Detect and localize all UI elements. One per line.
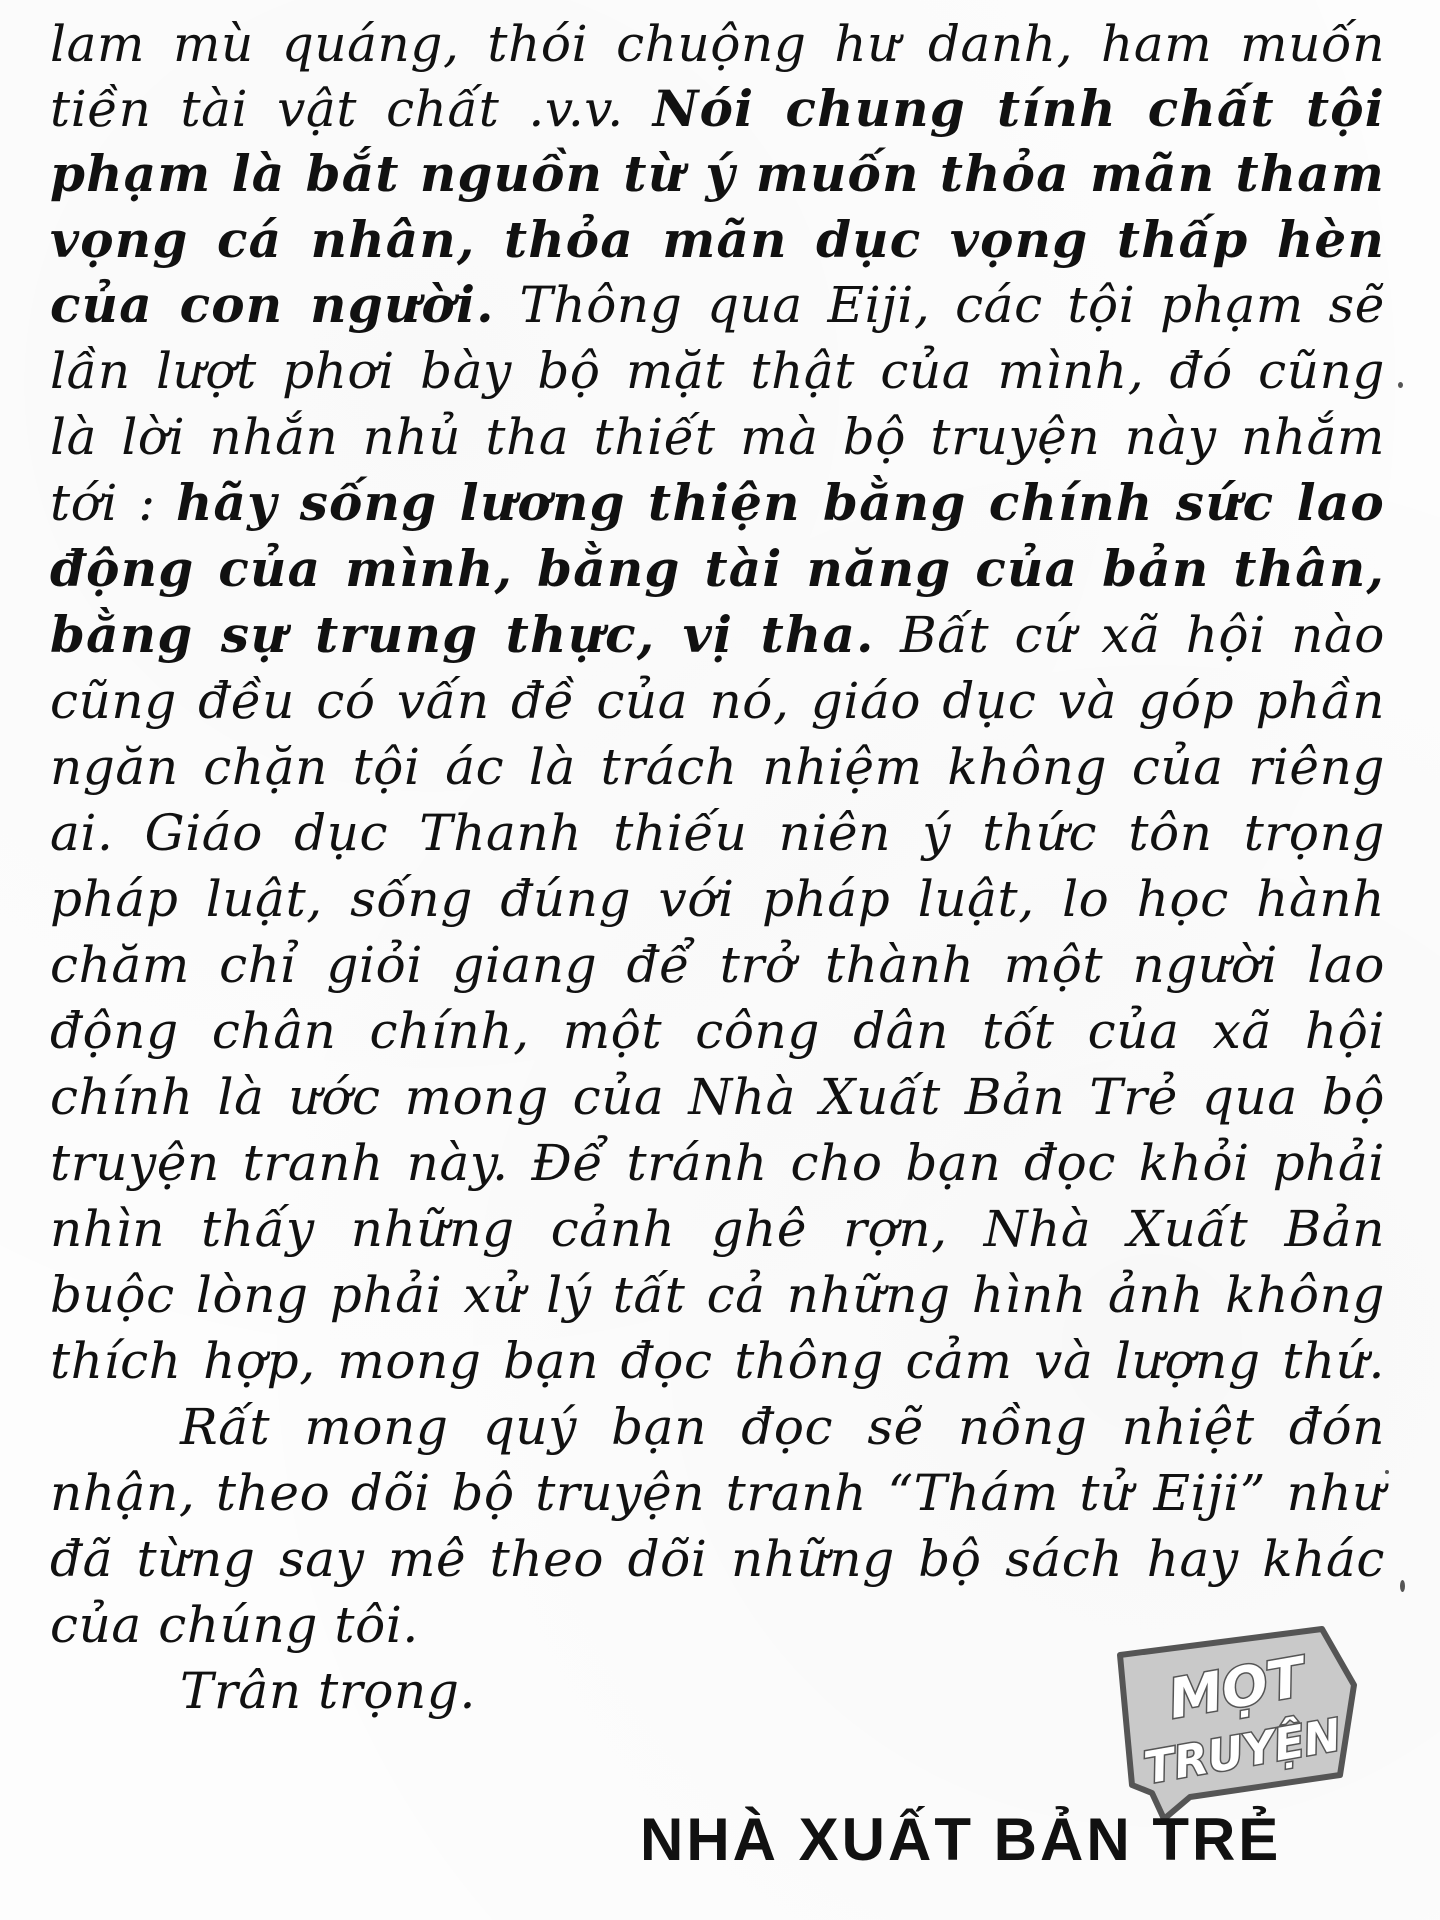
text-line: lần lượt phơi bày bộ mặt thật của mình, đó cũng <box>50 342 1385 400</box>
text-line: ai. Giáo dục Thanh thiếu niên ý thức tôn trọng <box>50 804 1385 862</box>
publisher-name: NHÀ XUẤT BẢN TRẺ <box>640 1806 1282 1873</box>
text-line: lam mù quáng, thói chuộng hư danh, ham muốn <box>50 15 1385 73</box>
scan-speck <box>1385 1470 1389 1474</box>
text-line: của chúng tôi. <box>50 1596 419 1654</box>
watermark-word-1: MỌT <box>1163 1645 1310 1731</box>
text-line: bằng sự trung thực, vị tha. Bất cứ xã hội nào <box>50 605 1385 664</box>
text-line: Rất mong quý bạn đọc sẽ nồng nhiệt đón <box>180 1398 1385 1456</box>
text-line: phạm là bắt nguồn từ ý muốn thỏa mãn tham <box>50 144 1385 203</box>
scan-speck <box>1398 382 1403 388</box>
text-line: là lời nhắn nhủ tha thiết mà bộ truyện này nhắm <box>50 408 1385 466</box>
text-line: chăm chỉ giỏi giang để trở thành một người lao <box>50 936 1385 994</box>
text-line: cũng đều có vấn đề của nó, giáo dục và góp phần <box>50 672 1385 730</box>
text-line: pháp luật, sống đúng với pháp luật, lo học hành <box>50 870 1385 928</box>
watermark-word-2: TRUYỆN <box>1140 1709 1345 1795</box>
text-line: nhận, theo dõi bộ truyện tranh “Thám tử Eiji” như <box>50 1464 1385 1522</box>
scan-speck <box>1400 1580 1405 1592</box>
text-line: nhìn thấy những cảnh ghê rợn, Nhà Xuất Bản <box>50 1200 1385 1258</box>
text-line: Trân trọng. <box>180 1662 476 1720</box>
text-line: tiền tài vật chất .v.v. Nói chung tính chất tội <box>50 79 1385 138</box>
text-line: truyện tranh này. Để tránh cho bạn đọc khỏi phải <box>50 1134 1385 1192</box>
text-line: buộc lòng phải xử lý tất cả những hình ảnh không <box>50 1266 1385 1324</box>
text-line: vọng cá nhân, thỏa mãn dục vọng thấp hèn <box>50 210 1385 269</box>
text-line: động của mình, bằng tài năng của bản thân, <box>50 539 1385 598</box>
text-line: ngăn chặn tội ác là trách nhiệm không của riêng <box>50 738 1385 796</box>
text-line: chính là ước mong của Nhà Xuất Bản Trẻ qua bộ <box>50 1068 1385 1126</box>
text-line: tới : hãy sống lương thiện bằng chính sức lao <box>50 473 1385 532</box>
text-line: đã từng say mê theo dõi những bộ sách hay khác <box>50 1530 1385 1588</box>
text-line: động chân chính, một công dân tốt của xã hội <box>50 1002 1385 1060</box>
text-line: thích hợp, mong bạn đọc thông cảm và lượng thứ. <box>50 1332 1385 1390</box>
watermark-logo <box>1112 1625 1362 1820</box>
text-line: của con người. Thông qua Eiji, các tội phạm sẽ <box>50 275 1385 334</box>
